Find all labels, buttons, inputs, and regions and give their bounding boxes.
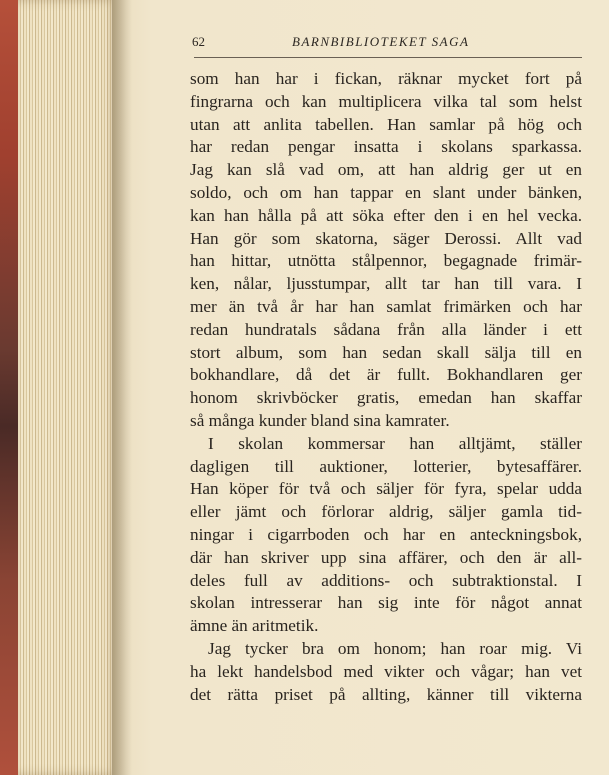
text-line: deles full av additions- och subtraktionstal. I: [190, 570, 582, 590]
text-line: ha lekt handelsbod med vikter och vågar; han vet: [190, 661, 582, 681]
book-page: [112, 0, 609, 775]
text-line: dagligen till auktioner, lotterier, bytesaffärer.: [190, 456, 582, 476]
text-line: Jag tycker bra om honom; han roar mig. Vi: [208, 638, 582, 658]
text-line: han hittar, utnötta stålpennor, begagnade frimär-: [190, 251, 582, 271]
text-line: ningar i cigarrboden och har en anteckningsbok,: [190, 524, 582, 544]
text-line: stort album, som han sedan skall sälja till en: [190, 342, 582, 362]
text-line: honom skrivböcker gratis, emedan han skaffar: [190, 388, 582, 408]
gutter-shadow: [112, 0, 132, 775]
text-line: eller jämt och förlorar aldrig, säljer gamla tid-: [190, 502, 582, 522]
text-line: bokhandlare, då det är fullt. Bokhandlaren ger: [190, 365, 582, 385]
text-line: som han har i fickan, räknar mycket fort på: [190, 69, 582, 88]
running-head: BARNBIBLIOTEKET SAGA: [292, 34, 470, 49]
text-line: Jag kan slå vad om, att han aldrig ger ut en: [190, 160, 582, 180]
page-header: [192, 34, 584, 54]
text-line: så många kunder bland sina kamrater.: [190, 410, 450, 430]
text-line: där han skriver upp sina affärer, och den är all-: [190, 547, 582, 567]
text-line: skolan intresserar han sig inte för något annat: [190, 593, 582, 613]
body-text: [190, 68, 582, 706]
text-line: kan han hålla på att söka efter den i en hel vecka.: [190, 205, 582, 225]
text-line: Han köper för två och säljer för fyra, spelar udda: [190, 479, 582, 499]
text-line: mer än två år har han samlat frimärken och har: [190, 296, 582, 316]
text-line: ken, nålar, ljusstumpar, allt tar han till vara. I: [190, 274, 582, 294]
text-line: redan hundratals sådana från alla länder i ett: [190, 319, 582, 339]
page-number: 62: [192, 34, 205, 49]
text-line: har redan pengar insatta i skolans sparkassa.: [190, 137, 582, 157]
text-line: I skolan kommersar han alltjämt, ställer: [208, 433, 582, 453]
page-stack-edge: [18, 0, 118, 775]
text-line: utan att anlita tabellen. Han samlar på hög och: [190, 114, 582, 134]
text-line: ämne än aritmetik.: [190, 616, 319, 636]
text-line: fingrarna och kan multiplicera vilka tal som helst: [190, 91, 582, 111]
text-line: Han gör som skatorna, säger Derossi. Allt vad: [190, 228, 582, 248]
header-rule: [194, 57, 582, 58]
text-line: det rätta priset på allting, känner till vikterna: [190, 684, 582, 704]
text-line: soldo, och om han tappar en slant under bänken,: [190, 182, 582, 202]
book-cover-edge: [0, 0, 20, 775]
